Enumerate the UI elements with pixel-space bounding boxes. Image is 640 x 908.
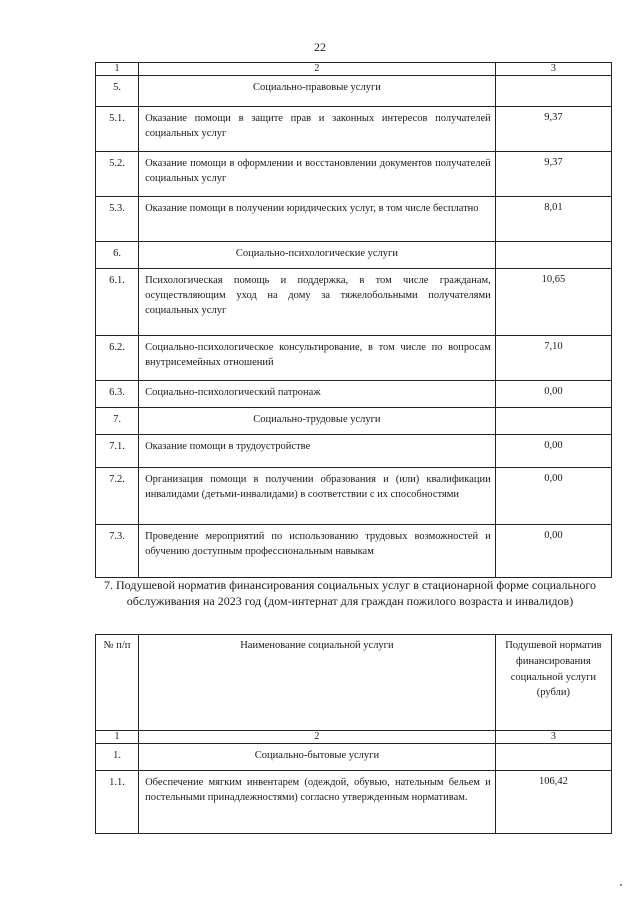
column-number: 1 <box>96 731 139 744</box>
norm-value: 9,37 <box>495 107 611 152</box>
service-name: Социально-психологическое консультирование, в том числе по вопросам внутрисемейных отношений <box>139 336 496 381</box>
service-name: Оказание помощи в получении юридических услуг, в том числе бесплатно <box>139 197 496 242</box>
service-name: Проведение мероприятий по использованию трудовых возможностей и обучению доступным профессиональным навыкам <box>139 525 496 578</box>
section-title: Социально-бытовые услуги <box>139 744 496 771</box>
column-number: 2 <box>139 731 496 744</box>
table-row <box>96 269 612 336</box>
services-table-bottom <box>95 634 612 834</box>
section-caption: 7. Подушевой норматив финансирования социальных услуг в стационарной форме социального обслуживания на 2023 год (дом-интернат для граждан пожилого возраста и инвалидов) <box>104 578 596 609</box>
service-name: Организация помощи в получении образования и (или) квалификации инвалидами (детьми-инвалидами) в соответствии с их способностями <box>139 468 496 525</box>
table-row <box>96 771 612 834</box>
table-row <box>96 468 612 525</box>
section-row <box>96 744 612 771</box>
norm-value: 0,00 <box>495 468 611 525</box>
table-header-row <box>96 635 612 731</box>
row-number: 7.2. <box>96 468 139 525</box>
section-row <box>96 76 612 107</box>
norm-value: 0,00 <box>495 525 611 578</box>
section-title: Социально-психологические услуги <box>139 242 496 269</box>
table-row <box>96 336 612 381</box>
header-number: № п/п <box>96 635 139 731</box>
column-number-row <box>96 731 612 744</box>
row-number: 6. <box>96 242 139 269</box>
column-number: 3 <box>495 731 611 744</box>
norm-value: 9,37 <box>495 152 611 197</box>
section-row <box>96 408 612 435</box>
row-number: 7. <box>96 408 139 435</box>
norm-value: 0,00 <box>495 381 611 408</box>
table-row <box>96 107 612 152</box>
norm-value <box>495 744 611 771</box>
norm-value: 0,00 <box>495 435 611 468</box>
row-number: 1. <box>96 744 139 771</box>
norm-value <box>495 408 611 435</box>
norm-value: 7,10 <box>495 336 611 381</box>
service-name: Обеспечение мягким инвентарем (одеждой, обувью, нательным бельем и постельными принадлежностями) согласно утвержденным нормативам. <box>139 771 496 834</box>
section-title: Социально-правовые услуги <box>139 76 496 107</box>
norm-value: 8,01 <box>495 197 611 242</box>
norm-value: 106,42 <box>495 771 611 834</box>
row-number: 1.1. <box>96 771 139 834</box>
section-title: Социально-трудовые услуги <box>139 408 496 435</box>
norm-value: 10,65 <box>495 269 611 336</box>
norm-value <box>495 242 611 269</box>
service-name: Социально-психологический патронаж <box>139 381 496 408</box>
services-table-bottom-body <box>96 635 612 834</box>
header-service-name: Наименование социальной услуги <box>139 635 496 731</box>
section-row <box>96 242 612 269</box>
services-table-top <box>95 62 612 578</box>
column-number: 2 <box>139 63 496 76</box>
services-table-top-body <box>96 63 612 578</box>
row-number: 7.1. <box>96 435 139 468</box>
service-name: Оказание помощи в трудоустройстве <box>139 435 496 468</box>
norm-value <box>495 76 611 107</box>
table-row <box>96 525 612 578</box>
service-name: Оказание помощи в защите прав и законных интересов получателей социальных услуг <box>139 107 496 152</box>
row-number: 5.2. <box>96 152 139 197</box>
column-number: 1 <box>96 63 139 76</box>
service-name: Психологическая помощь и поддержка, в том числе гражданам, осуществляющим уход на дому за тяжелобольными получателями социальных услуг <box>139 269 496 336</box>
table-row <box>96 197 612 242</box>
row-number: 6.2. <box>96 336 139 381</box>
row-number: 5. <box>96 76 139 107</box>
table-row <box>96 435 612 468</box>
table-row <box>96 381 612 408</box>
row-number: 5.1. <box>96 107 139 152</box>
column-number-row <box>96 63 612 76</box>
column-number: 3 <box>495 63 611 76</box>
page-number: 22 <box>314 40 326 54</box>
row-number: 7.3. <box>96 525 139 578</box>
header-norm: Подушевой норматив финансирования социальной услуги (рубли) <box>495 635 611 731</box>
scan-speck <box>620 884 622 886</box>
table-row <box>96 152 612 197</box>
row-number: 6.1. <box>96 269 139 336</box>
service-name: Оказание помощи в оформлении и восстановлении документов получателей социальных услуг <box>139 152 496 197</box>
row-number: 6.3. <box>96 381 139 408</box>
row-number: 5.3. <box>96 197 139 242</box>
